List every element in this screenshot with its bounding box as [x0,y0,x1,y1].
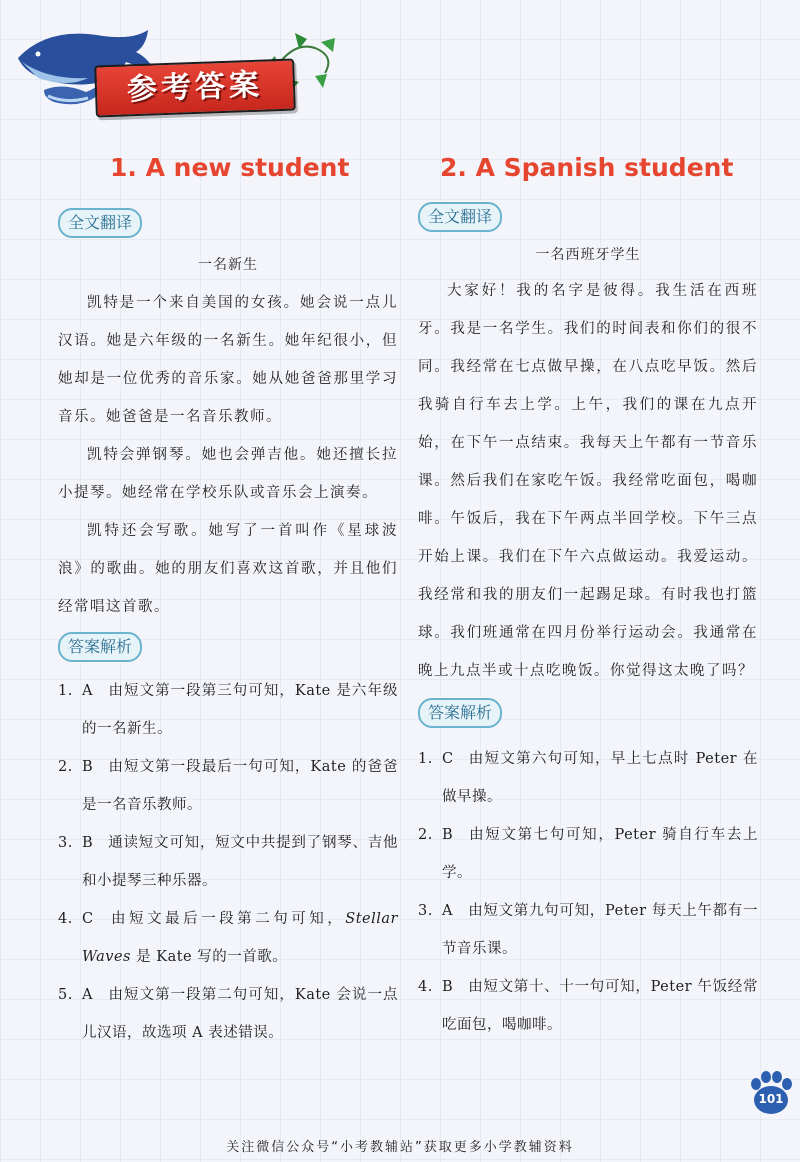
answer-item: 5. A 由短文第一段第二句可知，Kate 会说一点儿汉语，故选项 A 表述错误。 [58,987,398,1041]
banner-text: 参考答案 [126,67,264,108]
paragraph: 凯特还会写歌。她写了一首叫作《星球波浪》的歌曲。她的朋友们喜欢这首歌，并且他们经常唱这首歌。 [58,523,398,615]
answer-item: 3. A 由短文第九句可知，Peter 每天上午都有一节音乐课。 [418,903,758,957]
answer-list [58,672,398,1052]
page-number: 101 [758,1092,784,1106]
answer-item: 2. B 由短文第一段最后一句可知，Kate 的爸爸是一名音乐教师。 [58,759,398,813]
right-column [418,145,758,1044]
answer-item: 4. C 由短文最后一段第二句可知，Stellar Waves 是 Kate 写的一首歌。 [58,911,398,965]
analysis-tag: 答案解析 [58,632,142,662]
paragraph: 大家好！我的名字是彼得。我生活在西班牙。我是一名学生。我们的时间表和你们的很不同。我经常在七点做早操，在八点吃早饭。然后我骑自行车去上学。上午，我们的课在九点开始，在下午一点结束。我每天上午都有一节音乐课。然后我们在家吃午饭。我经常吃面包，喝咖啡。午饭后，我在下午两点半回学校。下午三点开始上课。我们在下午六点做运动。我爱运动。我经常和我的朋友们一起踢足球。有时我也打篮球。我们班通常在四月份举行运动会。我通常在晚上九点半或十点吃晚饭。你觉得这太晚了吗？ [418,283,758,679]
translation-tag: 全文翻译 [418,202,502,232]
answer-list [418,740,758,1044]
page-number-badge [748,1070,794,1116]
left-column [58,145,398,1052]
answer-item: 4. B 由短文第十、十一句可知，Peter 午饭经常吃面包，喝咖啡。 [418,979,758,1033]
translation-subtitle: 一名新生 [198,257,258,273]
answer-banner [94,59,296,118]
paragraph: 凯特是一个来自美国的女孩。她会说一点儿汉语。她是六年级的一名新生。她年纪很小，但她却是一位优秀的音乐家。她从她爸爸那里学习音乐。她爸爸是一名音乐教师。 [58,295,398,425]
song-title: Stellar Waves [82,911,398,965]
translation-tag: 全文翻译 [58,208,142,238]
analysis-tag: 答案解析 [418,698,502,728]
answer-item: 3. B 通读短文可知，短文中共提到了钢琴、吉他和小提琴三种乐器。 [58,835,398,889]
section-title-2: 2. A Spanish student [440,153,734,182]
translation-subtitle: 一名西班牙学生 [535,247,641,263]
header [0,0,800,130]
answer-item: 1. C 由短文第六句可知，早上七点时 Peter 在做早操。 [418,751,758,805]
footer-note: 关注微信公众号“小考教辅站”获取更多小学教辅资料 [226,1140,574,1155]
answer-item: 2. B 由短文第七句可知，Peter 骑自行车去上学。 [418,827,758,881]
section-title-1: 1. A new student [110,153,350,182]
answer-item: 1. A 由短文第一段第三句可知，Kate 是六年级的一名新生。 [58,683,398,737]
paragraph: 凯特会弹钢琴。她也会弹吉他。她还擅长拉小提琴。她经常在学校乐队或音乐会上演奏。 [58,447,398,501]
